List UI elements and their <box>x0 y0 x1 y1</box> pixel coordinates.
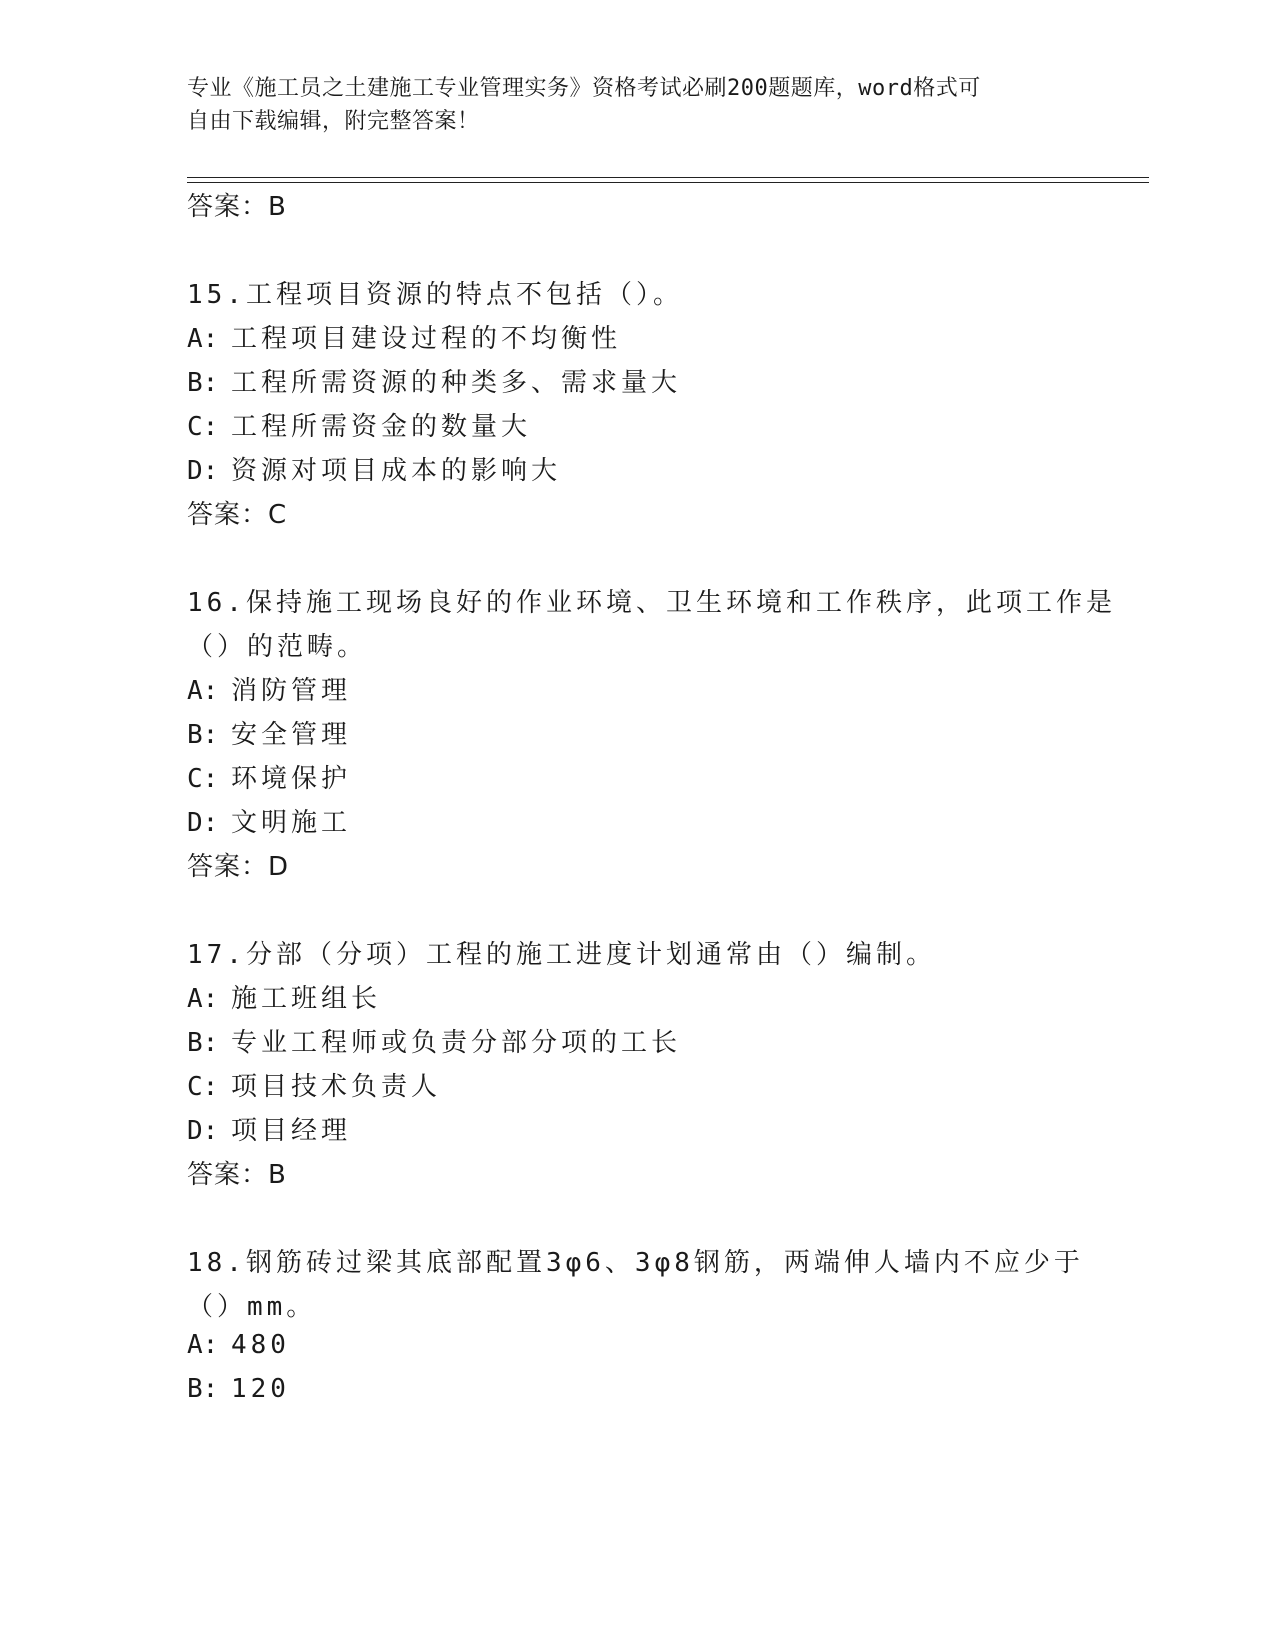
option-letter: A: <box>187 324 219 354</box>
option-letter: C: <box>187 1072 219 1102</box>
option-text: 480 <box>231 1330 290 1360</box>
option-text: 工程所需资金的数量大 <box>231 412 532 442</box>
question-18-stem-line-2: （）mm。 <box>187 1292 317 1322</box>
question-16-stem-line-1: 16.保持施工现场良好的作业环境、卫生环境和工作秩序，此项工作是 <box>187 588 1116 618</box>
question-15-option-a <box>187 318 621 355</box>
option-text: 施工班组长 <box>231 984 382 1014</box>
option-text: 专业工程师或负责分部分项的工长 <box>231 1028 682 1058</box>
option-letter: B: <box>187 720 219 750</box>
option-text: 文明施工 <box>231 808 352 838</box>
option-letter: A: <box>187 984 219 1014</box>
option-text: 环境保护 <box>231 764 352 794</box>
option-letter: C: <box>187 764 219 794</box>
question-15-option-b <box>187 362 681 399</box>
question-17-option-a <box>187 978 381 1015</box>
question-15-stem: 15.工程项目资源的特点不包括（）。 <box>187 280 683 310</box>
question-16-option-a <box>187 670 351 707</box>
option-letter: C: <box>187 412 219 442</box>
header-line-2: 自由下载编辑，附完整答案！ <box>187 109 480 134</box>
question-16-option-c <box>187 758 351 795</box>
question-16-option-d <box>187 802 351 839</box>
option-text: 120 <box>231 1374 290 1404</box>
question-18-option-a <box>187 1330 290 1360</box>
question-17-option-c <box>187 1066 441 1103</box>
question-18-option-b <box>187 1374 290 1404</box>
option-letter: A: <box>187 676 219 706</box>
question-16-stem-line-2: （）的范畴。 <box>187 632 368 662</box>
option-letter: D: <box>187 808 219 838</box>
question-15-option-d <box>187 450 561 487</box>
option-text: 资源对项目成本的影响大 <box>231 456 562 486</box>
question-15-answer: 答案：C <box>187 500 288 530</box>
question-18-stem-line-1: 18.钢筋砖过梁其底部配置3φ6、3φ8钢筋，两端伸人墙内不应少于 <box>187 1248 1084 1278</box>
option-letter: D: <box>187 456 219 486</box>
header-line-1: 专业《施工员之土建施工专业管理实务》资格考试必刷200题题库，word格式可 <box>187 76 981 101</box>
question-17-option-d <box>187 1110 351 1147</box>
question-17-answer: 答案：B <box>187 1160 287 1190</box>
question-17-stem: 17.分部（分项）工程的施工进度计划通常由（）编制。 <box>187 940 936 970</box>
previous-answer: 答案：B <box>187 192 287 222</box>
option-text: 消防管理 <box>231 676 352 706</box>
option-text: 安全管理 <box>231 720 352 750</box>
option-text: 项目经理 <box>231 1116 352 1146</box>
header-rule-bottom <box>187 182 1149 183</box>
option-text: 工程所需资源的种类多、需求量大 <box>231 368 682 398</box>
option-letter: B: <box>187 368 219 398</box>
option-letter: A: <box>187 1330 219 1360</box>
question-16-answer: 答案：D <box>187 852 290 882</box>
option-letter: B: <box>187 1374 219 1404</box>
option-letter: B: <box>187 1028 219 1058</box>
option-text: 工程项目建设过程的不均衡性 <box>231 324 622 354</box>
option-text: 项目技术负责人 <box>231 1072 442 1102</box>
question-16-option-b <box>187 714 351 751</box>
option-letter: D: <box>187 1116 219 1146</box>
question-17-option-b <box>187 1022 681 1059</box>
document-header <box>187 72 1087 138</box>
header-rule-top <box>187 177 1149 178</box>
question-15-option-c <box>187 406 531 443</box>
